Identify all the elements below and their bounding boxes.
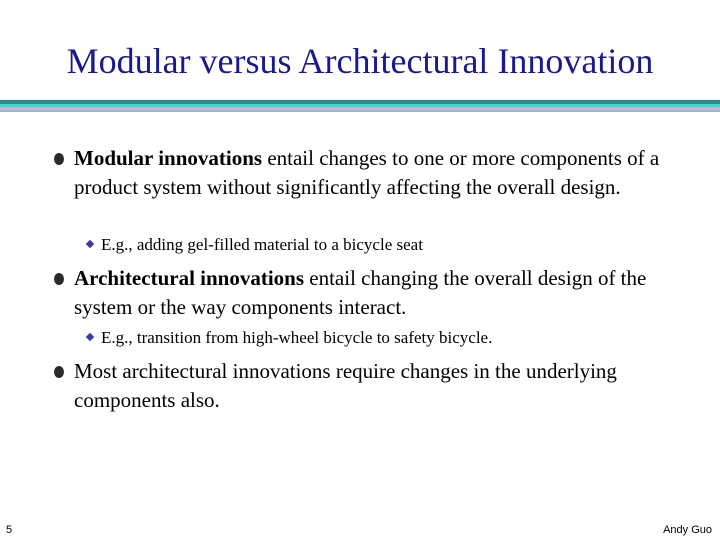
title-divider	[0, 110, 720, 112]
bullet-text: Most architectural innovations require changes in the underlying components also.	[74, 359, 617, 412]
bullet-dot-icon	[54, 153, 64, 165]
footer-author: Andy Guo	[663, 524, 712, 536]
slide-title: Modular versus Architectural Innovation	[66, 41, 654, 81]
bullet-term: Modular innovations	[74, 146, 263, 170]
bullet-text: entail changing the overall design of the system or the way components interact.	[74, 266, 647, 319]
sub-bullet-text: E.g., transition from high-wheel bicycle to safety bicycle.	[101, 328, 493, 347]
diamond-bullet-icon	[86, 240, 94, 248]
sub-bullet-text: E.g., adding gel-filled material to a bicycle seat	[101, 235, 423, 254]
bullet-item	[74, 144, 684, 202]
bullet-item	[74, 264, 684, 322]
bullet-dot-icon	[54, 273, 64, 285]
bullet-dot-icon	[54, 366, 64, 378]
page-number: 5	[6, 524, 13, 536]
bullet-text: entail changes to one or more components of a product system without significantly affecting the overall design.	[74, 146, 660, 199]
diamond-bullet-icon	[86, 333, 94, 341]
sub-bullet-item	[101, 327, 681, 349]
bullet-item	[74, 357, 684, 415]
bullet-term: Architectural innovations	[74, 266, 305, 290]
sub-bullet-item	[101, 234, 681, 256]
